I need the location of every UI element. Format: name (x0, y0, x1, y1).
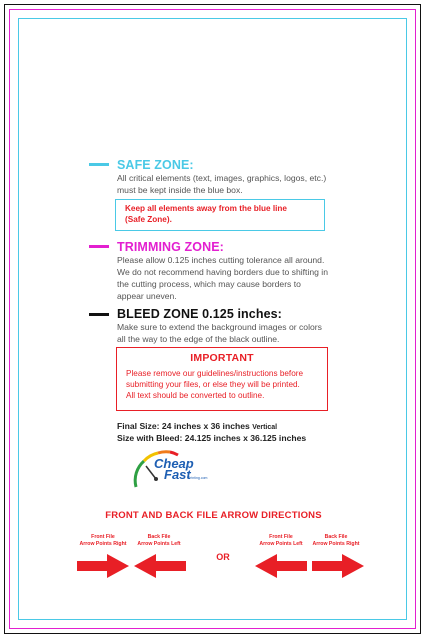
important-title: IMPORTANT (190, 352, 254, 364)
bleed-zone-line: all the way to the edge of the black outline. (117, 334, 280, 344)
or-label: OR (216, 552, 230, 562)
important-line: submitting your files, or else they will be printed. (126, 380, 300, 389)
trimming-zone-text (117, 254, 328, 302)
arrow-left-icon (255, 554, 307, 578)
trimming-zone-line: appear uneven. (117, 291, 177, 301)
bleed-zone-title: BLEED ZONE 0.125 inches: (117, 307, 282, 321)
safe-zone-note-line: Keep all elements away from the blue line (125, 204, 287, 213)
arrow-directions-title: FRONT AND BACK FILE ARROW DIRECTIONS (105, 510, 322, 521)
important-box (116, 347, 328, 411)
trimming-zone-title: TRIMMING ZONE: (117, 240, 224, 254)
trimming-zone-line: Please allow 0.125 inches cutting tolerance all around. (117, 255, 325, 265)
arrow-left-icon (134, 554, 186, 578)
arrow-label-line: Back File (324, 534, 348, 540)
arrow-label-line: Arrow Points Right (79, 541, 127, 547)
safe-zone-note-box (115, 199, 325, 231)
logo-word-cheap: Cheap (154, 456, 194, 471)
arrow-label-back-left (124, 534, 194, 548)
arrow-label-line: Back File (147, 534, 171, 540)
trimming-zone-line: We do not recommend having borders due to shifting in (117, 267, 328, 277)
bleed-size: Size with Bleed: 24.125 inches x 36.125 inches (117, 433, 307, 443)
arrow-label-line: Front File (91, 534, 115, 540)
final-size (117, 421, 277, 431)
logo-suffix: Printing.com (188, 476, 208, 480)
arrow-label-line: Arrow Points Left (259, 541, 303, 547)
bleed-zone-line: Make sure to extend the background images or colors (117, 322, 322, 332)
safe-zone-line: All critical elements (text, images, graphics, logos, etc.) (117, 173, 327, 183)
final-size-text: Final Size: 24 inches x 36 inches (117, 421, 250, 431)
arrow-label-back-right (301, 534, 371, 548)
important-line: All text should be converted to outline. (126, 391, 265, 400)
important-line: Please remove our guidelines/instructions before (126, 369, 304, 378)
arrow-label-line: Arrow Points Left (137, 541, 181, 547)
arrow-right-icon (312, 554, 364, 578)
safe-zone-title: SAFE ZONE: (117, 158, 194, 172)
safe-zone-line: must be kept inside the blue box. (117, 185, 243, 195)
bleed-zone-swatch (89, 313, 109, 316)
cheap-fast-printing-logo (130, 447, 210, 489)
safe-zone-note-line: (Safe Zone). (125, 215, 172, 224)
safe-zone-text (117, 172, 326, 196)
arrow-label-line: Front File (269, 534, 293, 540)
bleed-zone-text (117, 321, 322, 345)
trimming-zone-line: the cutting process, which may cause borders to (117, 279, 301, 289)
important-text (126, 368, 303, 401)
orientation-label: Vertical (252, 424, 278, 431)
safe-zone-swatch (89, 163, 109, 166)
arrow-right-icon (77, 554, 129, 578)
trimming-zone-swatch (89, 245, 109, 248)
arrow-label-line: Arrow Points Right (312, 541, 360, 547)
logo-word-fast: Fast (164, 467, 191, 482)
